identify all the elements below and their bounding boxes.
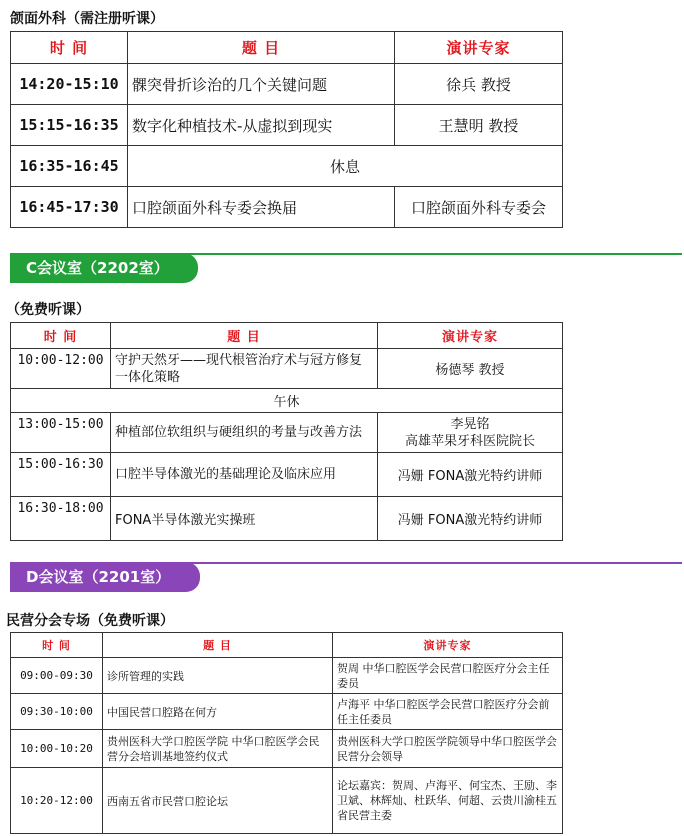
time-cell: 10:20-12:00 — [11, 768, 103, 834]
topic-cell: 口腔颌面外科专委会换届 — [128, 187, 395, 228]
speaker-name: 李晃铭 — [450, 416, 490, 432]
speaker-cell: 卢海平 中华口腔医学会民营口腔医疗分会前任主任委员 — [333, 694, 563, 730]
table-header — [11, 323, 563, 349]
schedule-table-c — [10, 322, 563, 541]
time-cell: 09:30-10:00 — [11, 694, 103, 730]
banner-label: C会议室（2202室） — [26, 259, 169, 277]
break-cell: 休息 — [128, 146, 563, 187]
speaker-cell: 论坛嘉宾：贺周、卢海平、何宝杰、王励、李卫斌、林辉灿、杜跃华、何超、云贵川渝桂五省民营主委 — [333, 768, 563, 834]
topic-cell: 西南五省市民营口腔论坛 — [103, 768, 333, 834]
speaker-cell: 王慧明 教授 — [395, 105, 563, 146]
table-row — [11, 694, 563, 730]
header-speaker: 演讲专家 — [378, 323, 563, 349]
room-c-banner — [10, 253, 682, 283]
speaker-cell: 贵州医科大学口腔医学院领导中华口腔医学会民营分会领导 — [333, 730, 563, 768]
table-row — [11, 413, 563, 453]
speaker-cell: 徐兵 教授 — [395, 64, 563, 105]
header-time: 时 间 — [11, 633, 103, 658]
speaker-cell: 冯姗 FONA激光特约讲师 — [378, 497, 563, 541]
time-cell: 13:00-15:00 — [11, 413, 111, 453]
table-row — [11, 349, 563, 389]
speaker-cell: 冯姗 FONA激光特约讲师 — [378, 453, 563, 497]
header-time: 时 间 — [11, 32, 128, 64]
section-subtitle: （免费听课） — [6, 302, 90, 318]
schedule-table-d — [10, 632, 563, 834]
topic-cell: 种植部位软组织与硬组织的考量与改善方法 — [111, 413, 378, 453]
header-speaker: 演讲专家 — [395, 32, 563, 64]
table-header — [11, 32, 563, 64]
speaker-cell: 贺周 中华口腔医学会民营口腔医疗分会主任委员 — [333, 658, 563, 694]
break-cell: 午休 — [11, 389, 563, 413]
schedule-table-b — [10, 31, 563, 228]
table-header — [11, 633, 563, 658]
banner-tab — [10, 253, 198, 283]
time-cell: 16:35-16:45 — [11, 146, 128, 187]
table-row — [11, 64, 563, 105]
time-cell: 09:00-09:30 — [11, 658, 103, 694]
table-row — [11, 768, 563, 834]
table-row — [11, 146, 563, 187]
time-cell: 10:00-10:20 — [11, 730, 103, 768]
speaker-cell: 口腔颌面外科专委会 — [395, 187, 563, 228]
table-row — [11, 453, 563, 497]
header-speaker: 演讲专家 — [333, 633, 563, 658]
speaker-cell: 杨德琴 教授 — [378, 349, 563, 389]
speaker-cell — [378, 413, 563, 453]
topic-cell: 数字化种植技术-从虚拟到现实 — [128, 105, 395, 146]
table-row — [11, 105, 563, 146]
header-time: 时 间 — [11, 323, 111, 349]
room-d-banner — [10, 562, 682, 592]
table-row — [11, 730, 563, 768]
table-row — [11, 187, 563, 228]
table-row — [11, 389, 563, 413]
section-title: 颌面外科（需注册听课） — [10, 11, 164, 27]
section-subtitle: 民营分会专场（免费听课） — [6, 613, 174, 629]
topic-cell: FONA半导体激光实操班 — [111, 497, 378, 541]
topic-cell: 中国民营口腔路在何方 — [103, 694, 333, 730]
speaker-title: 高雄苹果牙科医院院长 — [404, 433, 535, 449]
time-cell: 15:15-16:35 — [11, 105, 128, 146]
header-topic: 题 目 — [103, 633, 333, 658]
banner-label: D会议室（2201室） — [26, 568, 171, 586]
table-row — [11, 497, 563, 541]
topic-cell: 守护天然牙——现代根管治疗术与冠方修复一体化策略 — [111, 349, 378, 389]
table-row — [11, 658, 563, 694]
time-cell: 16:30-18:00 — [11, 497, 111, 541]
topic-cell: 髁突骨折诊治的几个关键问题 — [128, 64, 395, 105]
time-cell: 14:20-15:10 — [11, 64, 128, 105]
banner-tab — [10, 562, 200, 592]
time-cell: 10:00-12:00 — [11, 349, 111, 389]
topic-cell: 贵州医科大学口腔医学院 中华口腔医学会民营分会培训基地签约仪式 — [103, 730, 333, 768]
time-cell: 16:45-17:30 — [11, 187, 128, 228]
time-cell: 15:00-16:30 — [11, 453, 111, 497]
topic-cell: 诊所管理的实践 — [103, 658, 333, 694]
header-topic: 题 目 — [128, 32, 395, 64]
topic-cell: 口腔半导体激光的基础理论及临床应用 — [111, 453, 378, 497]
header-topic: 题 目 — [111, 323, 378, 349]
